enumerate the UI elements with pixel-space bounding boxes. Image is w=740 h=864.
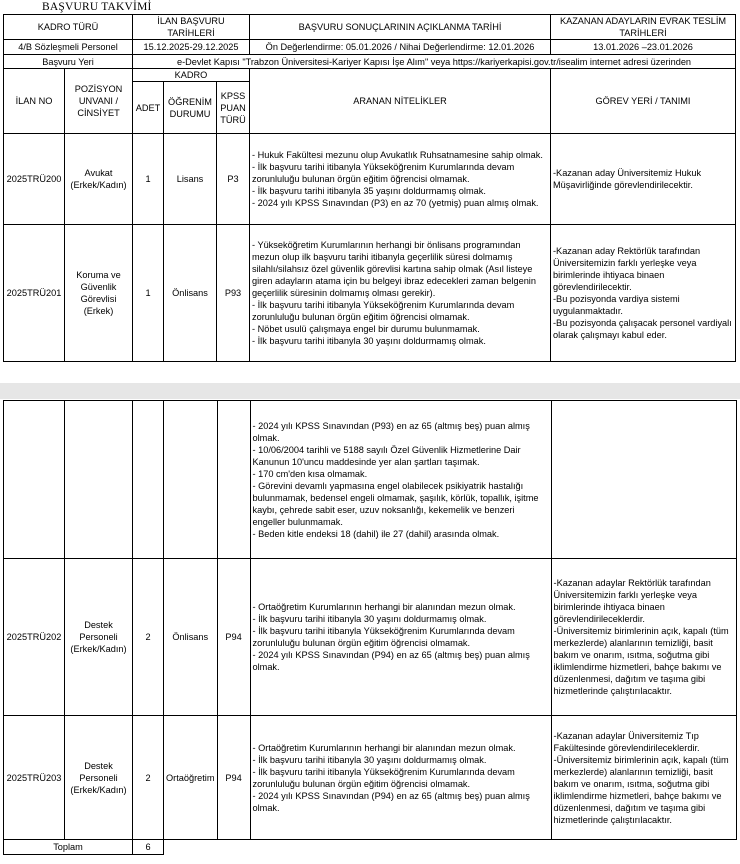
column-header-pozisyon: POZİSYON UNVANI / CİNSİYET xyxy=(65,69,133,134)
column-header-gorev: GÖREV YERİ / TANIMI xyxy=(551,69,736,134)
row-ilan-no: 2025TRÜ203 xyxy=(4,716,65,840)
duty-item: -Bu pozisyonda vardiya sistemi uygulanmaktadır. xyxy=(553,294,680,316)
continuation-ilan-no xyxy=(4,401,65,559)
requirement-item: - İlk başvuru tarihi itibanyla 30 yaşını doldurmamış olmak. xyxy=(252,336,486,346)
requirement-item: - Ortaöğretim Kurumlarının herhangi bir alanından mezun olmak. xyxy=(252,742,516,753)
column-header-adet: ADET xyxy=(133,82,164,134)
row-ogrenim: Ortaöğretim xyxy=(164,716,218,840)
row-adet: 1 xyxy=(133,134,164,225)
schedule-header-sonuc-tarihi: BAŞVURU SONUÇLARININ AÇIKLANMA TARİHİ xyxy=(250,15,551,40)
row-kpss: P94 xyxy=(217,716,250,840)
requirement-item: - 2024 yılı KPSS Sınavından (P3) en az 70 (yetmiş) puan almış olmak. xyxy=(252,198,539,208)
row-ogrenim: Önlisans xyxy=(164,559,218,716)
requirement-item: - İlk başvuru tarihi itibanyla Yükseköğrenim Kurumlarında devam zorunluluğu bulunan örgün eğitim öğrencisi olmamak. xyxy=(252,626,515,648)
requirement-item: - Hukuk Fakültesi mezunu olup Avukatlık Ruhsatnamesine sahip olmak. xyxy=(252,150,543,160)
row-gorev xyxy=(551,559,736,716)
column-header-ogrenim: ÖĞRENİM DURUMU xyxy=(164,82,217,134)
total-value: 6 xyxy=(133,840,164,855)
row-ogrenim: Önlisans xyxy=(164,225,217,362)
column-header-nitelikler: ARANAN NİTELİKLER xyxy=(250,69,551,134)
requirement-item: - Ortaöğretim Kurumlarının herhangi bir alanından mezun olmak. xyxy=(252,602,516,612)
row-ilan-no: 2025TRÜ201 xyxy=(4,225,65,362)
schedule-header-evrak-tarihleri: KAZANAN ADAYLARIN EVRAK TESLİM TARİHLERİ xyxy=(551,15,736,40)
announcement-table-page-2 xyxy=(3,400,737,855)
row-gorev xyxy=(551,716,736,840)
continuation-nitelikler xyxy=(250,401,551,559)
page-break-separator xyxy=(0,383,740,399)
schedule-header-kadro-turu: KADRO TÜRÜ xyxy=(4,15,133,40)
requirement-item: - Görevini devamlı yapmasına engel olabilecek psikiyatrik hastalığı bulunmamak, bedensel engeli olmamak, şaşılık, körlük, topallık, işitme kaybı, çehrede sabit eser, uzuv noksanlığı, kekemelik ve benzeri engeller bulunmamak. xyxy=(252,480,539,527)
application-place-value: e-Devlet Kapısı "Trabzon Üniversitesi-Kariyer Kapısı İşe Alım" veya https://kariyerkapisi.gov.tr/isealim internet adresi üzerinden xyxy=(133,55,736,69)
column-header-kpss: KPSS PUAN TÜRÜ xyxy=(217,82,250,134)
requirement-item: - Yükseköğretim Kurumlarının herhangi bir önlisans programından mezun olup ilk başvuru tarihi itibanyla geçerlilik süresi dolmamış silahlı/silahsız özel güvenlik görevlisi kartına sahip olmak (Asıl listeye giren adayların atama için bu belgeyi ibraz edecekleri zaman belgenin geçerlilik süresinin dolmamış olması gerekir). xyxy=(252,240,536,298)
schedule-evrak-tarihleri: 13.01.2026 –23.01.2026 xyxy=(551,40,736,55)
duty-item: -Üniversitemiz birimlerinin açık, kapalı (tüm merkezlerde) alanlarının temizliği, basit bakım ve onarım, ısıtma, soğutma gibi iklimlendirme hizmetleri, bahçe bakımı ve düzenlenmesi, dağıtım ve taşıma gibi hizmetlerinde çalıştırılacaktır. xyxy=(553,626,729,696)
duty-item: -Kazanan aday Rektörlük tarafından Üniversitemizin farklı yerleşke veya birimlerinde ihtiyaca binaen görevlendirilecektir. xyxy=(553,246,701,292)
row-nitelikler xyxy=(250,559,551,716)
requirement-item: - İlk başvuru tarihi itibanyla 30 yaşını doldurmamış olmak. xyxy=(252,614,487,624)
row-ilan-no: 2025TRÜ200 xyxy=(4,134,65,225)
schedule-ilan-tarihleri: 15.12.2025-29.12.2025 xyxy=(133,40,250,55)
continuation-kpss xyxy=(217,401,250,559)
table-row xyxy=(4,225,736,362)
duty-item: -Bu pozisyonda çalışacak personel vardiyalı olarak çalışmayı kabul eder. xyxy=(553,318,732,340)
row-adet: 2 xyxy=(133,559,164,716)
column-header-row-1 xyxy=(4,69,736,82)
continuation-gorev xyxy=(551,401,736,559)
row-gorev xyxy=(551,134,736,225)
requirement-item: - İlk başvuru tarihi itibanyla Yükseköğrenim Kurumlarında devam zorunluluğu bulunan örgün eğitim öğrencisi olmamak. xyxy=(252,300,515,322)
table-row xyxy=(4,559,737,716)
continuation-row xyxy=(4,401,737,559)
column-header-ilan-no: İLAN NO xyxy=(4,69,65,134)
row-gorev xyxy=(551,225,736,362)
row-kpss: P3 xyxy=(217,134,250,225)
total-row xyxy=(4,840,737,855)
row-ogrenim: Lisans xyxy=(164,134,217,225)
row-nitelikler xyxy=(250,134,551,225)
duty-item: -Kazanan aday Üniversitemiz Hukuk Müşavirliğinde görevlendirilecektir. xyxy=(553,168,702,190)
table-row xyxy=(4,134,736,225)
schedule-value-row xyxy=(4,40,736,55)
requirement-item: - 2024 yılı KPSS Sınavından (P93) en az 65 (altmış beş) puan almış olmak. xyxy=(252,420,530,443)
requirement-item: - 2024 yılı KPSS Sınavından (P94) en az 65 (altmış beş) puan almış olmak. xyxy=(252,790,530,813)
continuation-ogrenim xyxy=(164,401,218,559)
requirement-item: - Nöbet usulü çalışmaya engel bir durumu bulunmamak. xyxy=(252,324,480,334)
row-adet: 1 xyxy=(133,225,164,362)
column-header-kadro: KADRO xyxy=(133,69,250,82)
requirement-item: - İlk başvuru tarihi itibanyla 35 yaşını doldurmamış olmak. xyxy=(252,186,486,196)
announcement-table-page-1 xyxy=(3,14,736,362)
schedule-header-ilan-tarihleri: İLAN BAŞVURU TARİHLERİ xyxy=(133,15,250,40)
schedule-header-row xyxy=(4,15,736,40)
application-place-row xyxy=(4,55,736,69)
row-pozisyon: Koruma ve Güvenlik Görevlisi (Erkek) xyxy=(65,225,133,362)
requirement-item: - Beden kitle endeksi 18 (dahil) ile 27 (dahil) arasında olmak. xyxy=(252,528,500,539)
row-pozisyon: Avukat (Erkek/Kadın) xyxy=(65,134,133,225)
requirement-item: - İlk başvuru tarihi itibanyla 30 yaşını doldurmamış olmak. xyxy=(252,754,487,765)
schedule-sonuc-tarihi: Ön Değerlendirme: 05.01.2026 / Nihai Değerlendirme: 12.01.2026 xyxy=(250,40,551,55)
row-ilan-no: 2025TRÜ202 xyxy=(4,559,65,716)
requirement-item: - 10/06/2004 tarihli ve 5188 sayılı Özel Güvenlik Hizmetlerine Dair Kanunun 10'uncu maddesinde yer alan şartları taşımak. xyxy=(252,444,521,467)
duty-item: -Kazanan adaylar Üniversitemiz Tıp Fakültesinde görevlendirileceklerdir. xyxy=(553,730,700,753)
requirement-item: - İlk başvuru tarihi itibanyla Yükseköğrenim Kurumlarında devam zorunluluğu bulunan örgün eğitim öğrencisi olmamak. xyxy=(252,766,515,789)
row-nitelikler xyxy=(250,225,551,362)
continuation-adet xyxy=(133,401,164,559)
row-nitelikler xyxy=(250,716,551,840)
duty-item: -Kazanan adaylar Rektörlük tarafından Üniversitemizin farklı yerleşke veya birimlerinde ihtiyaca binaen görevlendirileceklerdir. xyxy=(553,578,711,624)
row-pozisyon: Destek Personeli (Erkek/Kadın) xyxy=(65,716,133,840)
row-kpss: P93 xyxy=(217,225,250,362)
requirement-item: - İlk başvuru tarihi itibanyla Yükseköğrenim Kurumlarında devam zorunluluğu bulunan örgün eğitim öğrencisi olmamak. xyxy=(252,162,515,184)
total-label: Toplam xyxy=(4,840,133,855)
schedule-kadro-turu: 4/B Sözleşmeli Personel xyxy=(4,40,133,55)
table-row xyxy=(4,716,737,840)
application-place-label: Başvuru Yeri xyxy=(4,55,133,69)
row-pozisyon: Destek Personeli (Erkek/Kadın) xyxy=(65,559,133,716)
row-kpss: P94 xyxy=(217,559,250,716)
row-adet: 2 xyxy=(133,716,164,840)
continuation-pozisyon xyxy=(65,401,133,559)
duty-item: -Üniversitemiz birimlerinin açık, kapalı (tüm merkezlerde) alanlarının temizliği, basit bakım ve onarım, ısıtma, soğutma gibi iklimlendirme hizmetleri, bahçe bakımı ve düzenlenmesi, dağıtım ve taşıma gibi hizmetlerinde çalıştırılacaktır. xyxy=(553,754,729,825)
page-title: BAŞVURU TAKVİMİ xyxy=(42,1,152,13)
requirement-item: - 170 cm'den kısa olmamak. xyxy=(252,468,368,479)
requirement-item: - 2024 yılı KPSS Sınavından (P94) en az 65 (altmış beş) puan almış olmak. xyxy=(252,650,530,672)
